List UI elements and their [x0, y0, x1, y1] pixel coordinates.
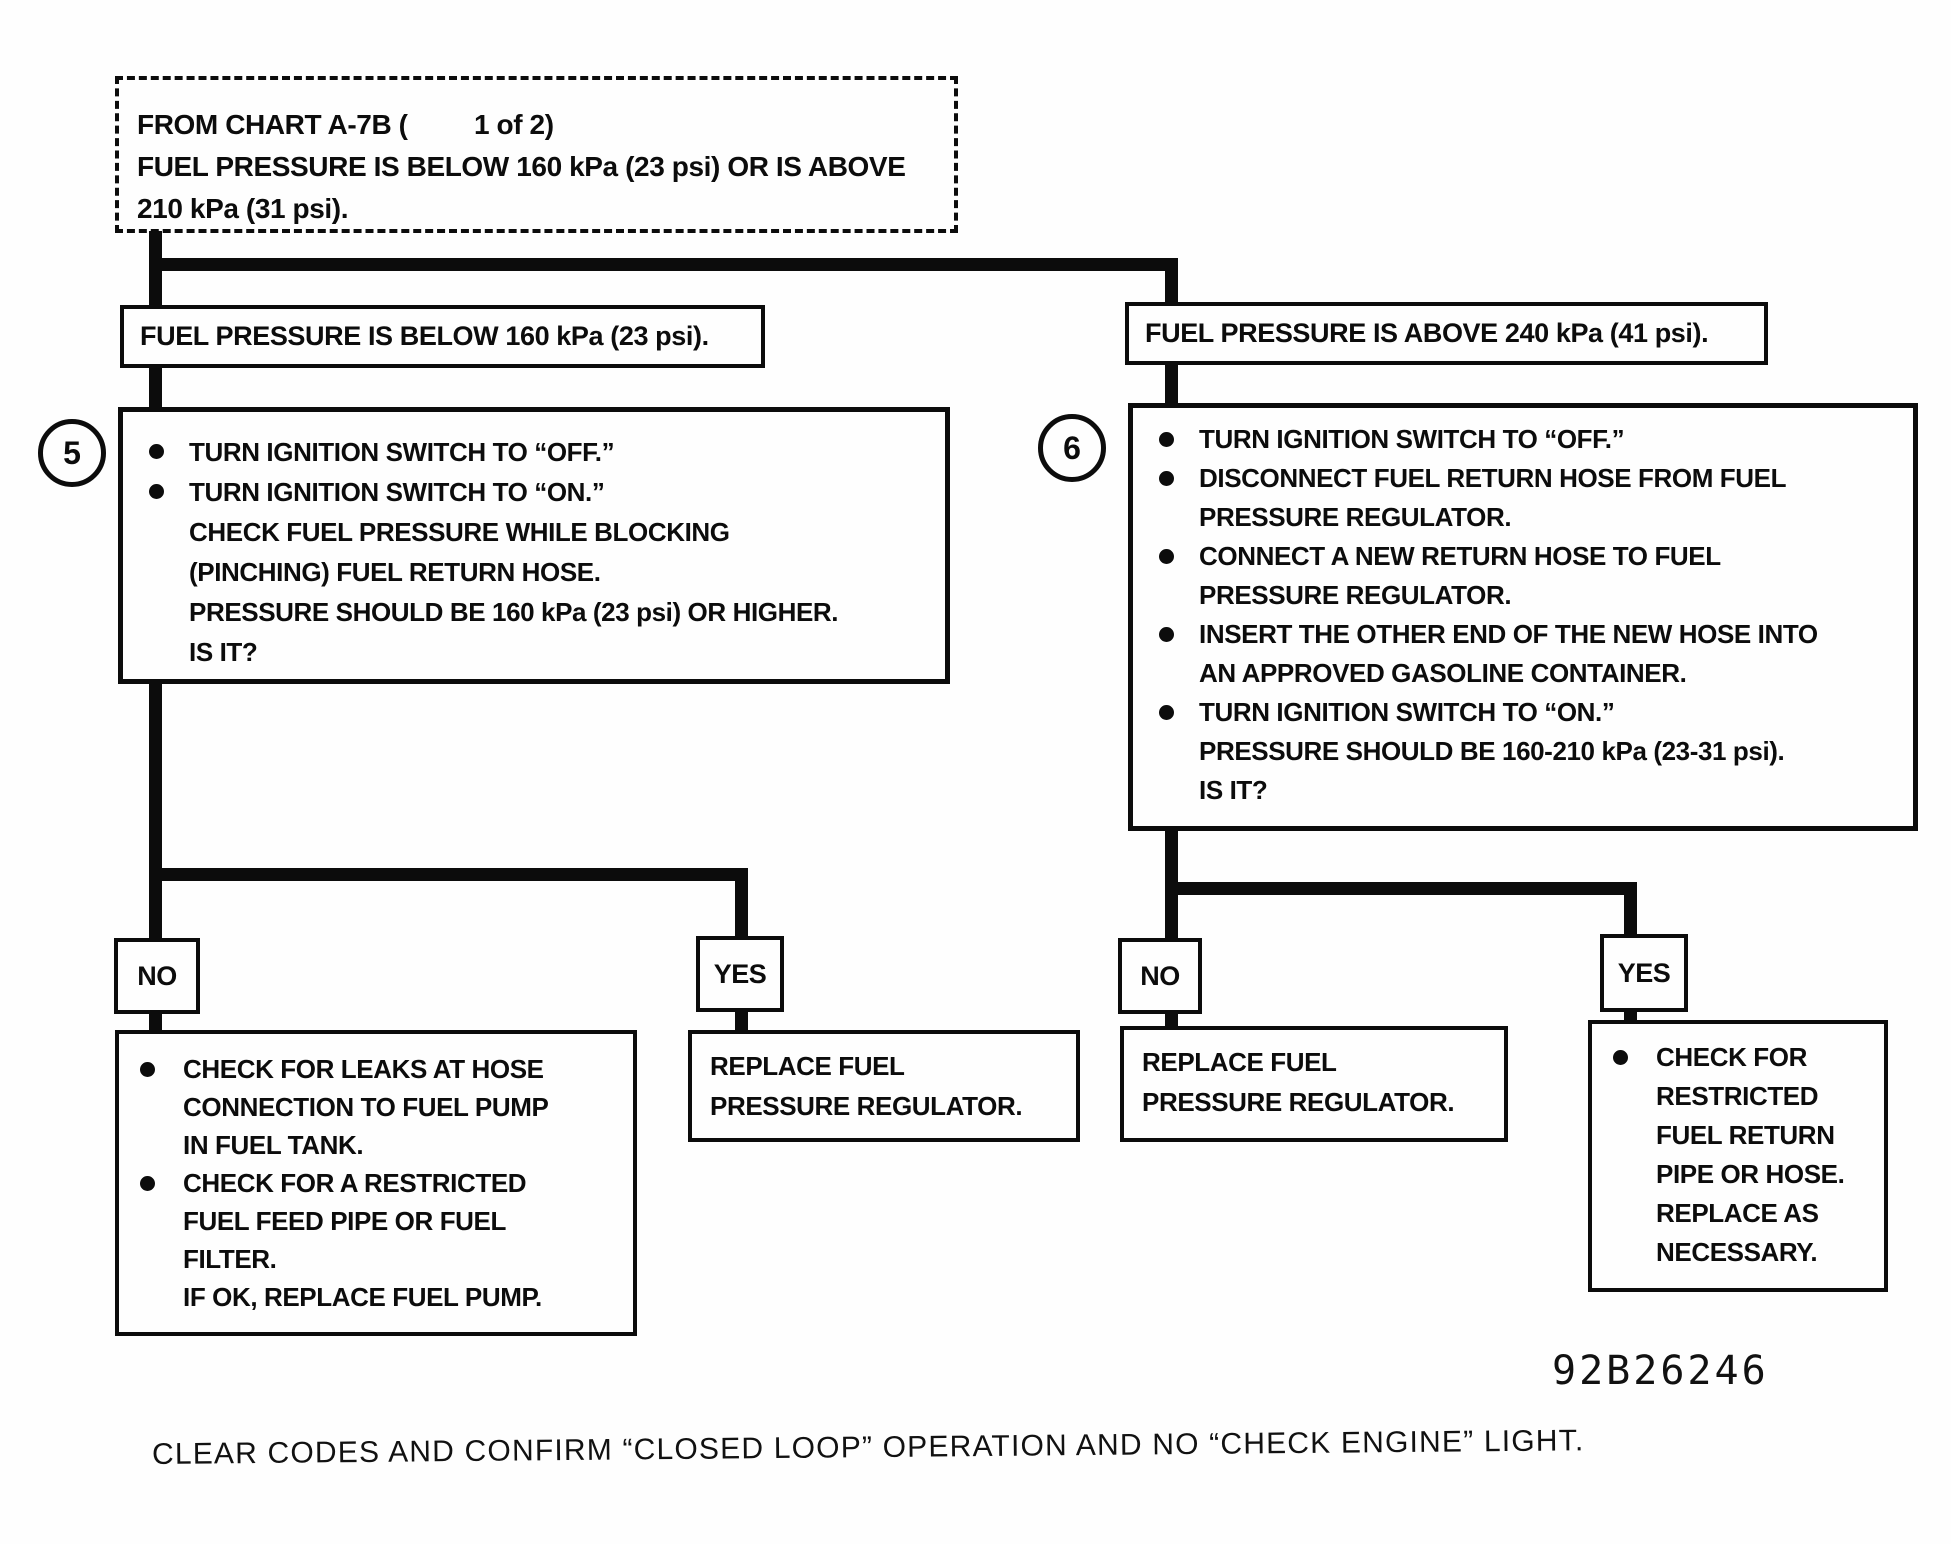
step6-line [1133, 420, 1913, 459]
outcome-line [119, 1202, 633, 1240]
bullet-icon [1613, 1050, 1628, 1065]
outcome-line [1592, 1116, 1884, 1155]
bullet-icon [1159, 549, 1174, 564]
step6-text: PRESSURE REGULATOR. [1199, 580, 1512, 610]
step6-line [1133, 537, 1913, 576]
outcome-line [119, 1050, 633, 1088]
connector-left-split-horizontal [149, 868, 748, 881]
step6-text: DISCONNECT FUEL RETURN HOSE FROM FUEL [1199, 463, 1787, 493]
outcome-text: IN FUEL TANK. [183, 1130, 364, 1160]
bullet-icon [1159, 471, 1174, 486]
no-box-right [1118, 938, 1202, 1014]
step-6-number: 6 [1063, 429, 1081, 466]
step6-text: AN APPROVED GASOLINE CONTAINER. [1199, 658, 1687, 688]
outcome-text: CONNECTION TO FUEL PUMP [183, 1092, 549, 1122]
step6-text: IS IT? [1199, 775, 1268, 805]
outcome-text: PRESSURE REGULATOR. [710, 1091, 1023, 1121]
connector-step5-down [149, 684, 162, 938]
step6-line [1133, 576, 1913, 615]
step6-text: CONNECT A NEW RETURN HOSE TO FUEL [1199, 541, 1721, 571]
outcome-text: CHECK FOR [1656, 1042, 1807, 1072]
outcome-text: CHECK FOR LEAKS AT HOSE [183, 1054, 544, 1084]
connector-left-yes-down [735, 1012, 748, 1030]
connector-root-down-right [1165, 258, 1178, 305]
condition-box-left [120, 305, 765, 368]
outcome-box-left-no [115, 1030, 637, 1336]
step5-line [123, 512, 945, 552]
outcome-line [1142, 1082, 1504, 1122]
outcome-text: REPLACE FUEL [710, 1051, 905, 1081]
step5-line [123, 592, 945, 632]
outcome-line [119, 1278, 633, 1316]
step-circle-5 [38, 419, 106, 487]
connector-left-condition-to-step [149, 368, 162, 407]
outcome-text: REPLACE FUEL [1142, 1047, 1337, 1077]
step6-line [1133, 615, 1913, 654]
yes-left-label: YES [713, 958, 767, 989]
step6-line [1133, 732, 1913, 771]
outcome-text: REPLACE AS [1656, 1198, 1819, 1228]
step5-text: TURN IGNITION SWITCH TO “OFF.” [189, 437, 615, 467]
yes-box-right [1600, 934, 1688, 1012]
outcome-text: FILTER. [183, 1244, 277, 1274]
no-box-left [114, 938, 200, 1014]
connector-root-horizontal [149, 258, 1178, 271]
step5-text: (PINCHING) FUEL RETURN HOSE. [189, 557, 601, 587]
outcome-text: PRESSURE REGULATOR. [1142, 1087, 1455, 1117]
step6-text: PRESSURE REGULATOR. [1199, 502, 1512, 532]
step-circle-6 [1038, 414, 1106, 482]
bullet-icon [1159, 627, 1174, 642]
step6-line [1133, 459, 1913, 498]
step5-line [123, 472, 945, 512]
outcome-line [1142, 1042, 1504, 1082]
connector-right-to-yes [1624, 882, 1637, 934]
bullet-icon [140, 1062, 155, 1077]
condition-box-right [1125, 302, 1768, 365]
step5-line [123, 432, 945, 472]
bullet-icon [149, 484, 164, 499]
outcome-text: FUEL RETURN [1656, 1120, 1835, 1150]
step5-text: CHECK FUEL PRESSURE WHILE BLOCKING [189, 517, 730, 547]
outcome-text: PIPE OR HOSE. [1656, 1159, 1845, 1189]
outcome-line [1592, 1038, 1884, 1077]
step6-text: PRESSURE SHOULD BE 160-210 kPa (23-31 psi). [1199, 736, 1785, 766]
step6-line [1133, 498, 1913, 537]
outcome-box-right-yes [1588, 1020, 1888, 1292]
step5-text: PRESSURE SHOULD BE 160 kPa (23 psi) OR HIGHER. [189, 597, 839, 627]
connector-right-condition-to-step [1165, 365, 1178, 404]
condition-left-text: FUEL PRESSURE IS BELOW 160 kPa (23 psi). [140, 321, 709, 351]
step5-text: IS IT? [189, 637, 258, 667]
yes-box-left [696, 936, 784, 1012]
outcome-line [1592, 1077, 1884, 1116]
outcome-line [119, 1164, 633, 1202]
outcome-line [710, 1046, 1076, 1086]
bullet-icon [1159, 705, 1174, 720]
from-chart-line-1: FROM CHART A-7B ( 1 of 2) [137, 109, 554, 140]
outcome-box-left-yes [688, 1030, 1080, 1142]
step5-line [123, 552, 945, 592]
step6-text: TURN IGNITION SWITCH TO “OFF.” [1199, 424, 1625, 454]
bullet-icon [149, 444, 164, 459]
footer-note: CLEAR CODES AND CONFIRM “CLOSED LOOP” OPERATION AND NO “CHECK ENGINE” LIGHT. [151, 1424, 1585, 1471]
node-from-chart [115, 76, 958, 233]
step6-line [1133, 693, 1913, 732]
connector-left-no-down [149, 1014, 162, 1030]
step6-line [1133, 654, 1913, 693]
figure-code: 92B26246 [1552, 1348, 1769, 1394]
step-5-number: 5 [63, 434, 81, 471]
outcome-text: CHECK FOR A RESTRICTED [183, 1168, 527, 1198]
outcome-line [1592, 1233, 1884, 1272]
from-chart-line-3: 210 kPa (31 psi). [137, 193, 349, 224]
step-box-5 [118, 407, 950, 684]
outcome-text: IF OK, REPLACE FUEL PUMP. [183, 1282, 542, 1312]
step6-text: INSERT THE OTHER END OF THE NEW HOSE INTO [1199, 619, 1818, 649]
outcome-line [119, 1126, 633, 1164]
from-chart-line-2: FUEL PRESSURE IS BELOW 160 kPa (23 psi) OR IS ABOVE [137, 151, 906, 182]
outcome-line [1592, 1155, 1884, 1194]
bullet-icon [140, 1176, 155, 1191]
outcome-text: NECESSARY. [1656, 1237, 1818, 1267]
connector-right-split-horizontal [1165, 882, 1637, 895]
outcome-box-right-no [1120, 1026, 1508, 1142]
step6-line [1133, 771, 1913, 810]
outcome-line [710, 1086, 1076, 1126]
no-right-label: NO [1140, 960, 1180, 991]
outcome-line [1592, 1194, 1884, 1233]
step5-text: TURN IGNITION SWITCH TO “ON.” [189, 477, 605, 507]
connector-left-to-yes [735, 868, 748, 936]
condition-right-text: FUEL PRESSURE IS ABOVE 240 kPa (41 psi). [1145, 318, 1709, 348]
outcome-text: RESTRICTED [1656, 1081, 1819, 1111]
connector-right-no-down [1165, 1014, 1178, 1026]
connector-right-yes-down [1624, 1012, 1637, 1020]
step6-text: TURN IGNITION SWITCH TO “ON.” [1199, 697, 1615, 727]
outcome-text: FUEL FEED PIPE OR FUEL [183, 1206, 506, 1236]
step-box-6 [1128, 403, 1918, 831]
bullet-icon [1159, 432, 1174, 447]
outcome-line [119, 1088, 633, 1126]
outcome-line [119, 1240, 633, 1278]
yes-right-label: YES [1617, 957, 1671, 988]
step5-line [123, 632, 945, 672]
no-left-label: NO [137, 960, 177, 991]
